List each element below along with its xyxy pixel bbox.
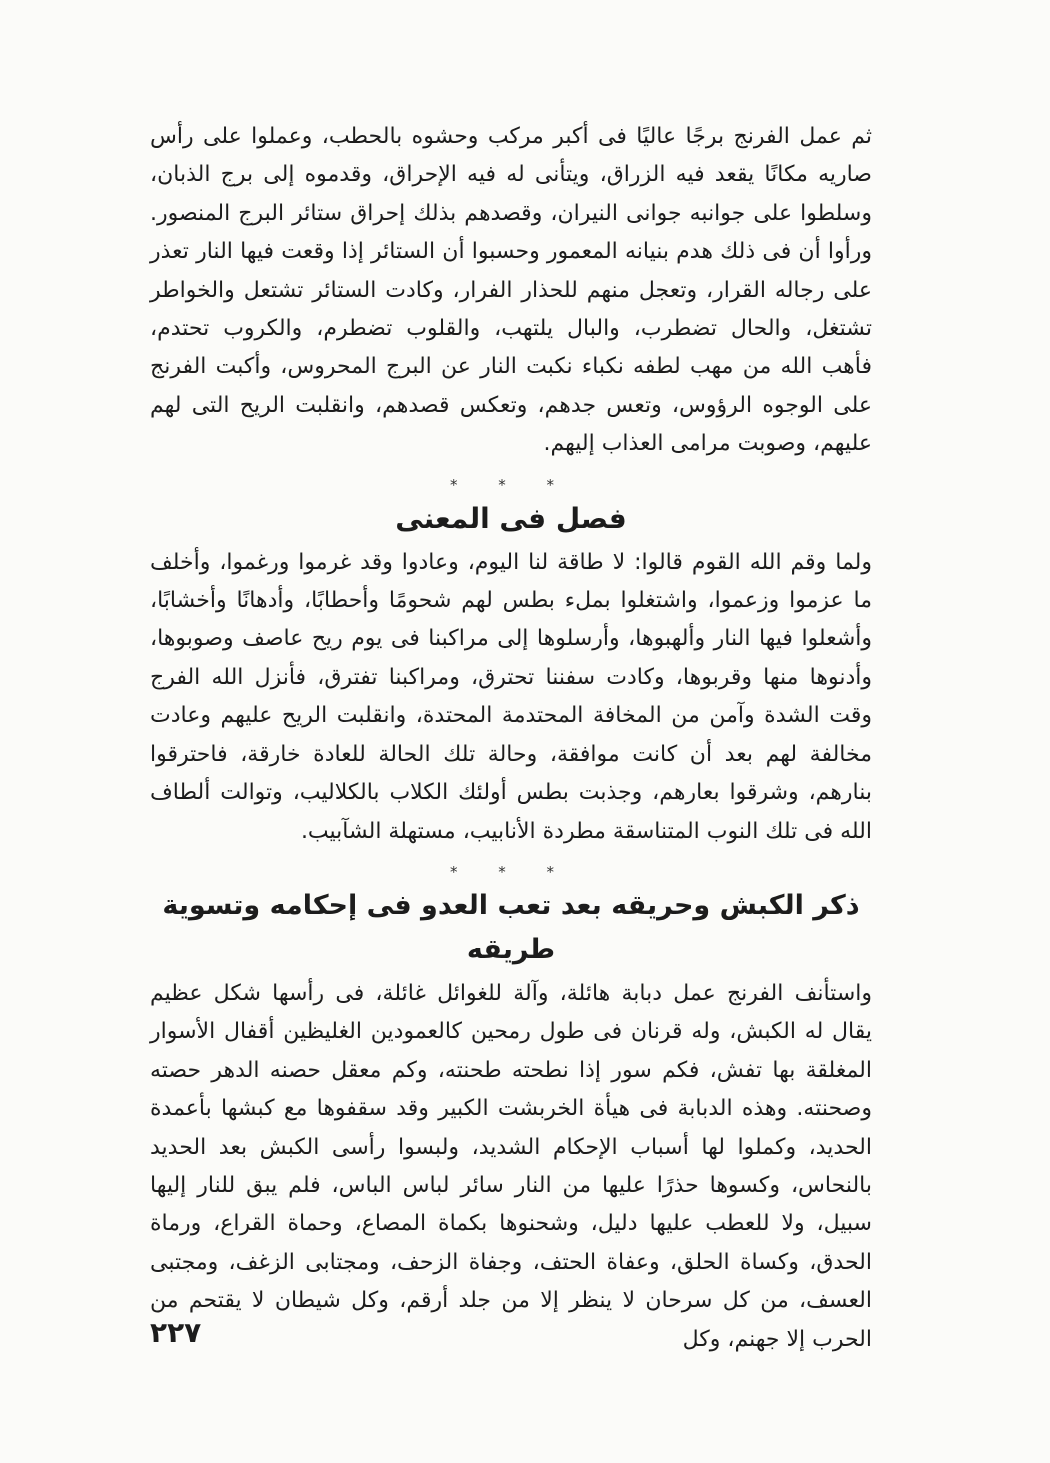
paragraph-kabsh: واستأنف الفرنج عمل دبابة هائلة، وآلة للغوائل غائلة، فى رأسها شكل عظيم يقال له الكبش، وله قرنان فى طول رمحين كالعمودين الغليظين أقفال الأسوار المغلقة بها تفش، فكم سور إذا نطحته طحنته، وكم معقل حصنه الدهر حصته وصحنته. وهذه الدبابة فى هيأة الخربشت الكبير وقد سقفوها مع كبشها بأعمدة الحديد، وكملوا لها أسباب الإحكام الشديد، ولبسوا رأسى الكبش بعد الحديد بالنحاس، وكسوها حذرًا عليها من النار سائر لباس الباس، فلم يبق للنار إليها سبيل، ولا للعطب عليها دليل، وشحنوها بكماة المصاع، وحماة القراع، ورماة الحدق، وكساة الحلق، وعفاة الحتف، وجفاة الزحف، ومجتابى الزغف، ومجتبى العسف، من كل سرحان لا ينظر إلا من جلد أرقم، وكل شيطان لا يقتحم من الحرب إلا جهنم، وكل <box>150 980 872 1352</box>
paragraph-burj-attack: ثم عمل الفرنج برجًا عاليًا فى أكبر مركب وحشوه بالحطب، وعملوا على رأس صاريه مكانًا يقعد فيه الزراق، ويتأنى له فيه الإحراق، وقدموه إلى برج الذبان، وسلطوا على جوانبه جوانى النيران، وقصدهم بذلك إحراق ستائر البرج المنصور. ورأوا أن فى ذلك هدم بنيانه المعمور وحسبوا أن الستائر إذا وقعت فيها النار تعذر على رجاله القرار، وتعجل منهم للحذار الفرار، وكادت الستائر تشتعل والخواطر تشتغل، والحال تضطرب، والبال يلتهب، والقلوب تضطرم، والكروب تحتدم، فأهب الله من مهب لطفه نكباء نكبت النار عن البرج المحروس، وأكبت الفرنج على الوجوه الرؤوس، وتعس جدهم، وتعكس قصدهم، وانقلبت الريح التى لهم عليهم، وصوبت مرامى العذاب إليهم. <box>150 124 872 457</box>
section-divider-stars: * * * <box>449 862 573 881</box>
section-divider-stars: * * * <box>449 475 573 494</box>
paragraph-fasl-fi-al-mana: ولما وقم الله القوم قالوا: لا طاقة لنا اليوم، وعادوا وقد غرموا ورغموا، وأخلف ما عزموا وزعموا، واشتغلوا بملء بطس لهم شحومًا وأحطابًا، وأدهانًا وأخشابًا، وأشعلوا فيها النار وألهبوها، وأرسلوها إلى مراكبنا فى يوم ريح عاصف وصوبوها، وأدنوها منها وقربوها، وكادت سفننا تحترق، ومراكبنا تفترق، فأنزل الله الفرج وقت الشدة وآمن من المخافة المحتدمة المحتدة، وانقلبت الريح عليهم وعادت مخالفة لهم بعد أن كانت موافقة، وحالة تلك الحالة للعادة خارقة، فاحترقوا بنارهم، وشرقوا بعارهم، وجذبت بطس أولئك الكلاب بالكلاليب، وتوالت ألطاف الله فى تلك النوب المتناسقة مطردة الأنابيب، مستهلة الشآبيب. <box>150 549 872 844</box>
page-body <box>150 118 872 1359</box>
section-heading-fasl: فصل فى المعنى <box>395 501 627 535</box>
page-number: ٢٢٧ <box>150 1316 202 1349</box>
section-heading-kabsh: ذكر الكبش وحريقه بعد تعب العدو فى إحكامه وتسوية طريقه <box>162 889 860 965</box>
